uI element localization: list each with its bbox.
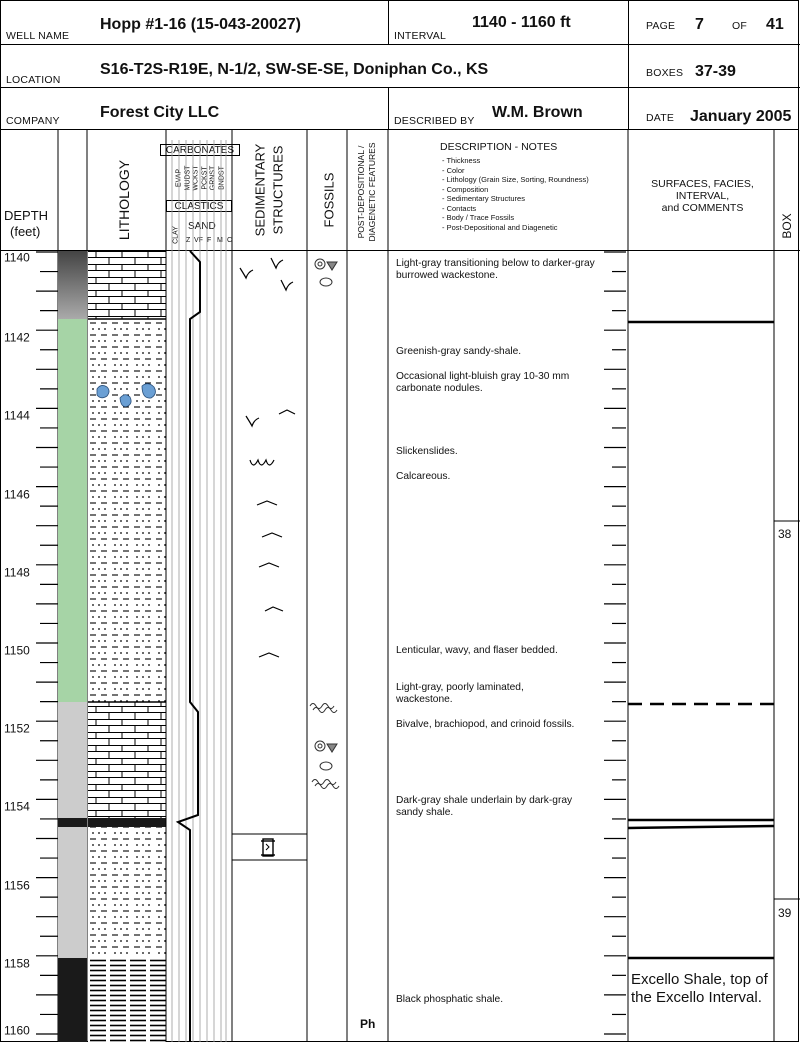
boxes-label: BOXES bbox=[646, 67, 684, 79]
slickenside-icon bbox=[250, 460, 274, 465]
page-label: PAGE bbox=[646, 20, 676, 32]
lithology-dark-shale bbox=[88, 818, 166, 827]
carbonate-type-label: GRNST bbox=[209, 165, 217, 191]
lithology-header: LITHOLOGY bbox=[116, 159, 132, 241]
desc-calcareous: Calcareous. bbox=[396, 471, 451, 482]
excello-comment: Excello Shale, top of the Excello Interval. bbox=[631, 971, 768, 1006]
fossil-symbols bbox=[310, 259, 339, 789]
desc-nodules: Occasional light-bluish gray 10-30 mm carbonate nodules. bbox=[396, 371, 570, 394]
facies-black-shale bbox=[58, 958, 87, 1042]
nodule-icon bbox=[97, 385, 109, 397]
surfaces-header-2: INTERVAL, bbox=[675, 190, 730, 202]
described-by: W.M. Brown bbox=[492, 104, 583, 121]
company-label: COMPANY bbox=[6, 115, 60, 127]
depth-label: 1150 bbox=[4, 643, 30, 658]
desc-fossils: Bivalve, brachiopod, and crinoid fossils. bbox=[396, 719, 575, 730]
depth-unit: (feet) bbox=[10, 224, 41, 239]
burrow-icon bbox=[240, 268, 253, 278]
depth-label: 1158 bbox=[4, 956, 30, 971]
facies-green bbox=[58, 319, 87, 702]
fossils-header: FOSSILS bbox=[321, 172, 337, 228]
desc-black-shale: Black phosphatic shale. bbox=[396, 994, 504, 1005]
bivalve-icon bbox=[315, 741, 337, 770]
facies-black-band bbox=[58, 818, 87, 827]
facies-light-gray bbox=[58, 702, 87, 818]
crinoid-icon bbox=[312, 780, 336, 785]
surfaces-header-3: and COMMENTS bbox=[661, 202, 744, 214]
surfaces-header-1: SURFACES, FACIES, bbox=[651, 178, 754, 190]
crinoid-icon bbox=[310, 704, 334, 709]
grain-size-profile bbox=[178, 251, 200, 1042]
depth-label: 1154 bbox=[4, 799, 30, 814]
description-legend-item: - Composition bbox=[442, 184, 489, 194]
post-dep-header-1: POST-DEPOSITIONAL / bbox=[356, 145, 366, 239]
fracture-fill-icon bbox=[261, 839, 275, 856]
grain-size-label: Z bbox=[186, 237, 191, 244]
grain-size-label: M bbox=[217, 237, 223, 244]
depth-label: 1148 bbox=[4, 565, 30, 580]
depth-label: 1160 bbox=[4, 1023, 30, 1038]
burrow-icon bbox=[246, 416, 259, 426]
description-legend-item: - Lithology (Grain Size, Sorting, Roundness) bbox=[442, 175, 589, 184]
desc-dark-gray-shale: Dark-gray shale underlain by dark-gray sandy shale. bbox=[396, 795, 573, 818]
box-38: 38 bbox=[778, 527, 792, 541]
desc-slickenslides: Slickenslides. bbox=[396, 446, 458, 457]
well-name: Hopp #1-16 (15-043-20027) bbox=[100, 16, 301, 33]
grain-size-label: VF bbox=[194, 237, 203, 244]
desc-wackestone: Light-gray transitioning below to darker-gray burrowed wackestone. bbox=[396, 258, 595, 281]
carbonates-header: CARBONATES bbox=[160, 144, 240, 156]
carbonate-type-label: EVAP bbox=[175, 168, 183, 188]
burrow-icon bbox=[271, 258, 283, 268]
carbonate-type-label: MUDST bbox=[184, 165, 191, 191]
carbonate-type-label: PCKST bbox=[201, 166, 208, 190]
depth-label: 1140 bbox=[4, 250, 30, 265]
facies-light-gray-2 bbox=[58, 827, 87, 958]
lithology-sandy-shale bbox=[88, 319, 166, 702]
location-label: LOCATION bbox=[6, 74, 61, 86]
depth-header: DEPTH bbox=[4, 208, 49, 223]
burrow-icon bbox=[281, 280, 293, 290]
structures-header: STRUCTURES bbox=[270, 145, 286, 235]
page-of-label: OF bbox=[732, 20, 747, 32]
date: January 2005 bbox=[690, 108, 792, 125]
flaser-icon bbox=[265, 607, 283, 611]
sedimentary-header: SEDIMENTARY bbox=[252, 143, 268, 237]
description-header: DESCRIPTION - NOTES bbox=[440, 141, 558, 153]
sedimentary-symbols bbox=[240, 258, 295, 657]
surface-line-1154b bbox=[628, 826, 774, 828]
lithology-sandy-shale-2 bbox=[88, 827, 166, 958]
flaser-icon bbox=[262, 533, 282, 537]
carbonate-type-label: WCKST bbox=[192, 165, 200, 191]
flaser-icon bbox=[257, 501, 277, 505]
description-legend-item: - Body / Trace Fossils bbox=[442, 213, 515, 222]
lithology-black-shale bbox=[88, 958, 166, 1042]
depth-label: 1156 bbox=[4, 877, 30, 892]
clay-header: CLAY bbox=[172, 226, 180, 244]
depth-label: 1142 bbox=[4, 330, 30, 345]
interval-value: 1140 - 1160 ft bbox=[472, 14, 571, 31]
carbonate-type-label: BNDST bbox=[218, 166, 225, 190]
desc-light-gray-wackestone: Light-gray, poorly laminated, wackestone. bbox=[396, 682, 524, 705]
description-legend-item: - Contacts bbox=[442, 203, 477, 213]
crinoid-icon bbox=[313, 708, 337, 713]
phosphate-label: Ph bbox=[360, 1017, 376, 1031]
flaser-icon bbox=[259, 653, 279, 657]
desc-lenticular: Lenticular, wavy, and flaser bedded. bbox=[396, 645, 558, 656]
lithology-wackestone bbox=[88, 702, 166, 818]
boxes: 37-39 bbox=[695, 63, 736, 80]
sand-header: SAND bbox=[188, 221, 216, 232]
desc-sandy-shale: Greenish-gray sandy-shale. bbox=[396, 346, 522, 357]
description-legend-item: - Thickness bbox=[442, 156, 481, 165]
depth-label: 1146 bbox=[4, 486, 30, 501]
well-name-label: WELL NAME bbox=[6, 30, 70, 42]
interval-label: INTERVAL bbox=[394, 30, 446, 42]
box-header: BOX bbox=[780, 213, 794, 239]
clastics-header: CLASTICS bbox=[166, 200, 232, 212]
grain-size-label: F bbox=[207, 237, 212, 244]
flaser-icon bbox=[259, 563, 279, 567]
description-legend-item: - Color bbox=[442, 165, 465, 175]
nodule-icon bbox=[120, 395, 131, 407]
page-number: 7 bbox=[695, 16, 704, 33]
date-label: DATE bbox=[646, 112, 675, 124]
lithology-limestone-top bbox=[88, 251, 166, 319]
brachiopod-icon bbox=[315, 259, 337, 286]
description-legend-item: - Sedimentary Structures bbox=[442, 194, 525, 203]
description-legend-item: - Post-Depositional and Diagenetic bbox=[442, 222, 558, 232]
described-by-label: DESCRIBED BY bbox=[394, 115, 475, 127]
depth-label: 1144 bbox=[4, 408, 30, 423]
grain-size-label: C bbox=[227, 237, 233, 244]
company: Forest City LLC bbox=[100, 104, 220, 121]
location: S16-T2S-R19E, N-1/2, SW-SE-SE, Doniphan Co., KS bbox=[100, 61, 489, 78]
page-total: 41 bbox=[766, 16, 784, 33]
crinoid-icon bbox=[315, 784, 339, 789]
depth-label: 1152 bbox=[4, 721, 30, 736]
post-dep-header-2: DIAGENETIC FEATURES bbox=[367, 142, 377, 242]
lenticular-icon bbox=[279, 410, 295, 414]
facies-gray-gradient bbox=[58, 251, 87, 319]
box-39: 39 bbox=[778, 906, 792, 920]
